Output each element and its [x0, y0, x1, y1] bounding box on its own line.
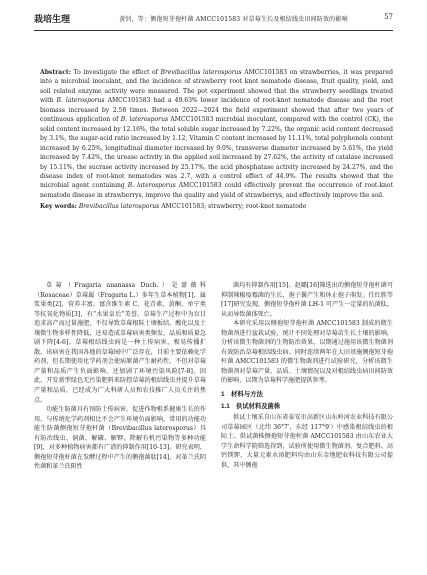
abstract	[40, 68, 393, 212]
journal-name: 栽培生理	[34, 14, 71, 24]
keywords-label: Key words:	[40, 203, 77, 211]
section-heading: 1 材料与方法	[221, 391, 263, 399]
abstract-body: Abstract: To investigate the effect of Brevibacillus laterosporus AMCC101583 on strawberries, it was prepared into a microbial inoculant, and the incidence of strawberry root knot nematode disease, fruit quality, yield, and soil related enzyme activity were measured. The pot experiment showed that the strawberry seedlings treated with B. laterosporus AMCC101583 had a 49.63% lower incidence of root-knot nematode disease and the root biomass increased by 2.58 times. Between 2022—2024 the field experiment showed that after two years of continuous application of B. laterosporus AMCC101583 microbial inoculant, compared with the control (CK), the solid content increased by 12.16%, the total soluble sugar increased by 7.22%, the organic acid content decreased by 3.1%, the sugar-acid ratio increased by 1.12, Vitamin C content increased by 11.11%, total polyphenols content increased by 6.25%, longitudinal diameter increased by 9.0%, transverse diameter increased by 5.61%, the yield increased by 7.42%, the urease activity in the applied soil increased by 27.62%, the activity of catalase increased by 15.11%, the sucrase activity increased by 25.17%, the acid phosphatase activity increased by 24.27%, and the disease index of root-knot nematodes was 2.7, with a control effect of 44.9%. The results showed that the microbial agent containing B. laterosporus AMCC101583 could effectively prevent the occurrence of root-knot nematode disease in strawberrys, improve the quality and yield of strawberrys, and effectively improve the soil.	[40, 69, 394, 199]
intro-paragraph-2: 功能生防菌具有预防土传病害、促进作物根系健康生长的作用，与传统化学药剂相比不会产生环境负面影响，常用的功能功能生防菌侧孢短芽孢杆菌（Brevibacillus laterosporus）具有防治线虫、洞菌、解磷、解钾、降解有机污染物等多种功能[9]，对多种植物病害都有广谱的抑制作用[10-13]。研究表明，侧孢短芽孢杆菌在发酵过程中产生的侧孢菌肽[14]，对革兰氏阴性菌和革兰氏阳性	[34, 406, 206, 471]
left-column	[34, 281, 206, 472]
running-title: 黄钊，等：侧孢短芽孢杆菌 AMCC101583 对草莓生长及根结线虫田间防效的影响	[119, 16, 348, 23]
page-number: 57	[384, 13, 393, 21]
abstract-label: Abstract:	[40, 69, 71, 76]
right-column	[221, 281, 393, 470]
methods-paragraph-1: 供试土壤采自山东省泰安市高新区山东岭河农业科技有限公司草莓园区（北纬 36°7′，东经 117°9′）中感染根结线虫的根际土。供试菌株侧孢短芽孢杆菌 AMCC101583 由山东农业大学生命科学院筛选得到，试验所使用微生物菌剂、复合肥料、高钙镁钾、大量元素水溶肥料均由山东金地肥业科技有限公司提供，其中侧孢	[221, 414, 393, 469]
page-header	[34, 12, 393, 26]
intro-paragraph-1: 草莓（Fragaria ananassa Duch.）是蔷薇科（Rosaceae）草莓属（Fragaria L.）多年生草本植物[1]，属浆果类[2]，营养丰富，富含维生素 C、花青素、黄酮、单宁类等抗氧化物质[3]，有“水果皇后”美誉。草莓生产过程中为盲目追求高产而过量施肥，不仅导致草莓根际土壤板结、酸化以及土壤微生物多样性降低，还易造成草莓病害类频发，品质和质量急剧下降[4-6]。草莓根结线虫病是一种土传病害，极易传播扩散，该病害在我国各地的草莓园中广泛存在，目前主要依赖化学药剂，但长期使用化学药剂会使病原菌产生耐药性，不但对草莓产量和品质产生负面影响，还加剧了环境污染风险[7-8]。因此，开发新型绿色无污染肥料来防控草莓的根结线虫并提升草莓产量和品质，已经成为广大科研人员和农技推广人员关注的焦点。	[34, 282, 206, 404]
subsection-heading: 1.1 供试材料及菌株	[221, 402, 281, 410]
intro-paragraph-3: 菌均有抑制作用[15]。赵璐[16]筛选出的侧孢短芽孢杆菌可抑制辣椒疫霉菌的生长，孢子囊产生和休止孢子萌发。任红胜等[17]研究发现，侧孢短芽孢杆菌 LH-1 可产生一定量的抗菌肽，从而导致菌体死亡。	[221, 282, 393, 318]
intro-paragraph-4: 本研究采用以侧孢短芽孢杆菌 AMCC101583 制成的微生物菌剂进行盆栽试验，统计不同处理对草莓苗生长土壤的影响，分析该微生物菌剂的生物防治效果，以期通过施用该微生物菌剂有效防治草莓根结线虫病。同时连续两年在大田基施侧孢短芽孢杆菌 AMCC101583 的微生物菌剂进行试验研究，分析该微生物菌剂对草莓产量、品质、土壤情况以及对根结线虫病田间防效的影响，以期为草莓科学施肥提供参考。	[221, 320, 393, 385]
header-rule	[34, 30, 393, 31]
keywords: Key words: Brevibacillus laterosporus AMCC101583; strawberry; root-knot nematode	[40, 203, 307, 211]
